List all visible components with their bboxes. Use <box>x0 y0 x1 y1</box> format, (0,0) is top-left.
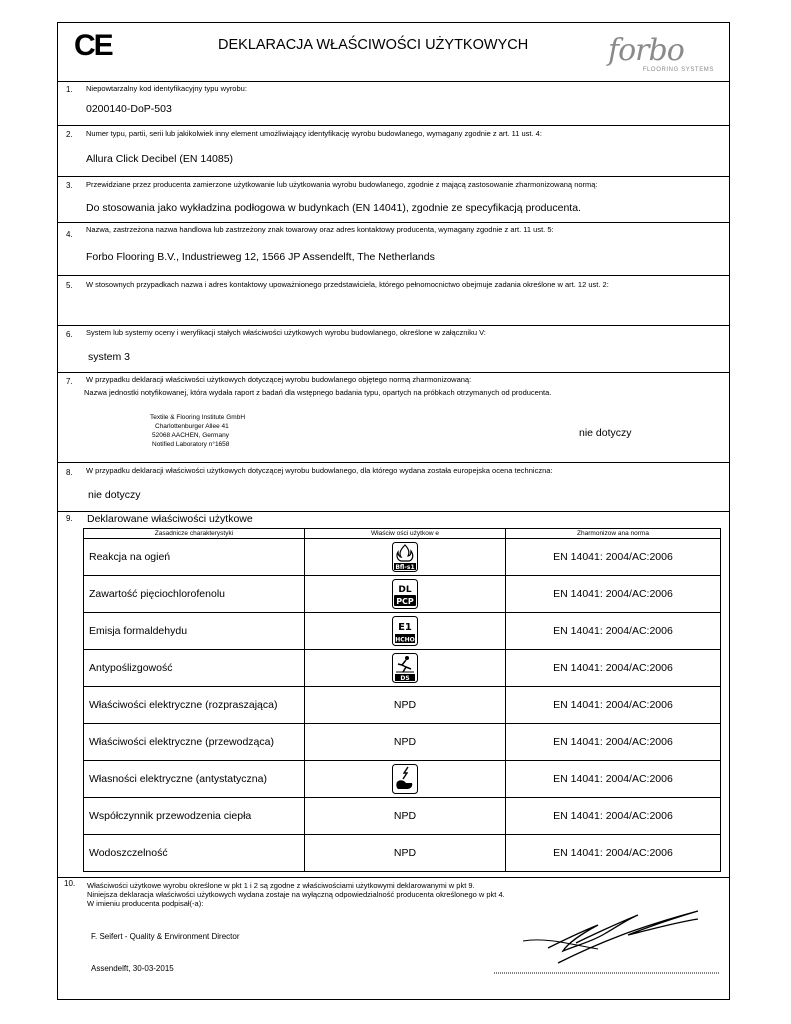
lab-line: 52068 AACHEN, Germany <box>152 432 229 439</box>
notified-lab-address <box>150 413 245 449</box>
table-row <box>84 650 721 687</box>
performance-value: NPD <box>305 798 506 835</box>
norm-value: EN 14041: 2004/AC:2006 <box>506 761 721 798</box>
characteristic-name: Własności elektryczne (antystatyczna) <box>84 761 305 798</box>
section-2-number: 2. <box>66 130 73 139</box>
characteristic-name: Właściwości elektryczne (przewodząca) <box>84 724 305 761</box>
table-row <box>84 576 721 613</box>
section-8-number: 8. <box>66 468 73 477</box>
section-3-number: 3. <box>66 181 73 190</box>
norm-value: EN 14041: 2004/AC:2006 <box>506 835 721 872</box>
forbo-logo <box>608 35 718 81</box>
divider <box>58 125 729 126</box>
icon-label: Bfl-s1 <box>395 564 415 571</box>
norm-value: EN 14041: 2004/AC:2006 <box>506 724 721 761</box>
lab-line: Notified Laboratory n°1658 <box>152 441 230 448</box>
table-row <box>84 539 721 576</box>
section-4-value: Forbo Flooring B.V., Industrieweg 12, 1566 JP Assendelft, The Netherlands <box>86 251 435 263</box>
table-row <box>84 835 721 872</box>
performance-cell <box>305 761 506 798</box>
properties-table <box>83 528 721 872</box>
characteristic-name: Emisja formaldehydu <box>84 613 305 650</box>
divider <box>58 81 729 82</box>
lab-line: Charlottenburger Allee 41 <box>155 423 229 430</box>
norm-value: EN 14041: 2004/AC:2006 <box>506 576 721 613</box>
section-1-label: Niepowtarzalny kod identyfikacyjny typu wyrobu: <box>86 84 247 93</box>
page-title: DEKLARACJA WŁAŚCIWOŚCI UŻYTKOWYCH <box>218 37 529 53</box>
section-9-number: 9. <box>66 514 73 523</box>
section-9-title: Deklarowane właściwości użytkowe <box>87 513 253 525</box>
section-6-label: System lub systemy oceny i weryfikacji stałych właściwości użytkowych wyrobu budowlanego, określone w załączniku V: <box>86 328 486 337</box>
performance-value: NPD <box>305 687 506 724</box>
divider <box>58 275 729 276</box>
characteristic-name: Zawartość pięciochlorofenolu <box>84 576 305 613</box>
section-7-sublabel: Nazwa jednostki notyfikowanej, która wydała raport z badań dla wstępnego badania typu, opartych na próbkach otrzymanych od producenta. <box>84 388 552 397</box>
divider <box>58 511 729 512</box>
norm-value: EN 14041: 2004/AC:2006 <box>506 687 721 724</box>
dl-pcp-icon <box>392 579 418 609</box>
characteristic-name: Współczynnik przewodzenia ciepła <box>84 798 305 835</box>
section-7-number: 7. <box>66 377 73 386</box>
section-5-number: 5. <box>66 281 73 290</box>
svg-text:PCP: PCP <box>396 597 414 606</box>
section-5-label: W stosownych przypadkach nazwa i adres kontaktowy upoważnionego przedstawiciela, którego pełnomocnictwo obejmuje zadania określone w art. 12 ust. 2: <box>86 280 609 289</box>
section-2-label: Numer typu, partii, serii lub jakikolwiek inny element umożliwiający identyfikację wyrobu budowlanego, wymagany zgodnie z art. 11 ust. 4: <box>86 129 542 138</box>
performance-value: NPD <box>305 724 506 761</box>
section-1-number: 1. <box>66 85 73 94</box>
section-1-value: 0200140-DoP-503 <box>86 103 172 115</box>
slip-ds-icon <box>392 653 418 683</box>
characteristic-name: Wodoszczelność <box>84 835 305 872</box>
performance-cell <box>305 650 506 687</box>
svg-text:DS: DS <box>400 675 410 682</box>
performance-cell <box>305 576 506 613</box>
section-8-label: W przypadku deklaracji właściwości użytkowych dotyczącej wyrobu budowlanego, dla którego wydana została europejska ocena techniczna: <box>86 466 553 475</box>
table-header-row <box>84 529 721 539</box>
section-4-number: 4. <box>66 230 73 239</box>
section-6-number: 6. <box>66 330 73 339</box>
section-7-label: W przypadku deklaracji właściwości użytkowych dotyczącej wyrobu budowlanego objętego normą zharmonizowaną: <box>86 375 472 384</box>
declaration-frame <box>57 22 730 1000</box>
characteristic-name: Antypoślizgowość <box>84 650 305 687</box>
divider <box>58 176 729 177</box>
norm-value: EN 14041: 2004/AC:2006 <box>506 798 721 835</box>
svg-text:E1: E1 <box>398 622 412 633</box>
performance-cell <box>305 539 506 576</box>
svg-text:HCHO: HCHO <box>395 636 415 644</box>
performance-cell <box>305 613 506 650</box>
section-8-value: nie dotyczy <box>88 489 141 501</box>
norm-value: EN 14041: 2004/AC:2006 <box>506 613 721 650</box>
characteristic-name: Reakcja na ogień <box>84 539 305 576</box>
table-row <box>84 613 721 650</box>
section-3-label: Przewidziane przez producenta zamierzone użytkowanie lub użytkowania wyrobu budowlanego, zgodnie z mającą zastosowanie zharmonizowaną normą: <box>86 180 598 189</box>
forbo-logo-text: forbo <box>608 33 684 68</box>
antistatic-icon <box>392 764 418 794</box>
divider <box>58 222 729 223</box>
section-10-number: 10. <box>64 879 76 888</box>
statement-line: W imieniu producenta podpisał(-a): <box>87 899 204 908</box>
table-row <box>84 724 721 761</box>
norm-value: EN 14041: 2004/AC:2006 <box>506 650 721 687</box>
table-row <box>84 761 721 798</box>
statement-line: Właściwości użytkowe wyrobu określone w pkt 1 i 2 są zgodne z właściwościami użytkowymi deklarowanymi w pkt 9. <box>87 881 475 890</box>
ce-mark: CE <box>74 29 112 62</box>
section-10-statement <box>87 881 505 908</box>
signature <box>488 893 728 978</box>
section-4-label: Nazwa, zastrzeżona nazwa handlowa lub zastrzeżony znak towarowy oraz adres kontaktowy producenta, wymagany zgodnie z art. 11 ust. 5: <box>86 225 554 234</box>
table-row <box>84 687 721 724</box>
section-2-value: Allura Click Decibel (EN 14085) <box>86 153 234 165</box>
divider <box>58 877 729 878</box>
col-header-norm: Zharmonizow ana norma <box>506 529 721 539</box>
signer-name: F. Seifert - Quality & Environment Director <box>91 932 240 941</box>
characteristic-name: Właściwości elektryczne (rozpraszająca) <box>84 687 305 724</box>
e1-hcho-icon <box>392 616 418 646</box>
performance-value: NPD <box>305 835 506 872</box>
divider <box>58 325 729 326</box>
forbo-logo-subtitle: FLOORING SYSTEMS <box>642 67 714 73</box>
lab-line: Textile & Flooring Institute GmbH <box>150 414 246 421</box>
norm-value: EN 14041: 2004/AC:2006 <box>506 539 721 576</box>
divider <box>58 462 729 463</box>
section-3-value: Do stosowania jako wykładzina podłogowa w budynkach (EN 14041), zgodnie ze specyfikacją producenta. <box>86 202 581 214</box>
svg-text:DL: DL <box>398 585 412 595</box>
place-date: Assendelft, 30-03-2015 <box>91 964 174 973</box>
statement-line: Niniejsza deklaracja właściwości użytkowych wydana zostaje na wyłączną odpowiedzialność producenta określonego w pkt 4. <box>87 890 505 899</box>
fire-bfl-s1-icon <box>392 542 418 572</box>
col-header-performance: Właściw ości użytkow e <box>305 529 506 539</box>
divider <box>58 372 729 373</box>
section-6-value: system 3 <box>88 351 131 363</box>
section-7-value: nie dotyczy <box>579 427 632 439</box>
col-header-characteristics: Zasadnicze charakterystyki <box>84 529 305 539</box>
table-row <box>84 798 721 835</box>
